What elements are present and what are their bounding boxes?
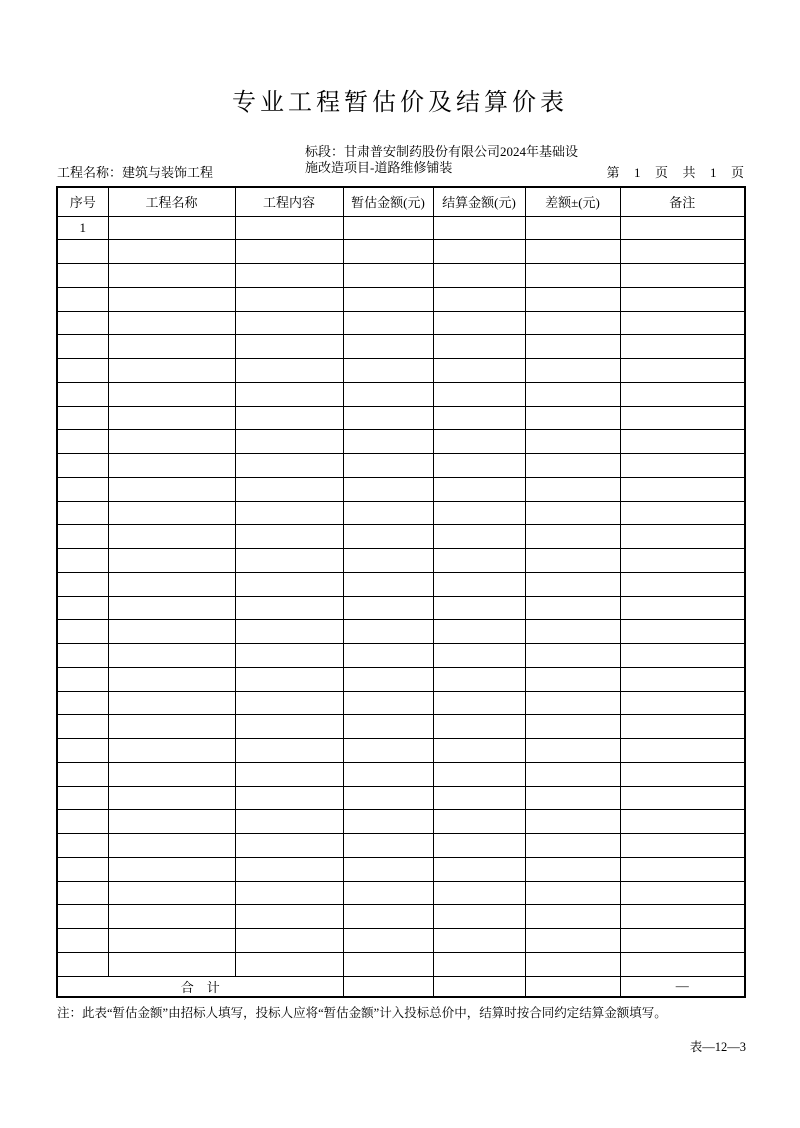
cell-r28-c5 <box>433 857 525 881</box>
table-row-8 <box>57 382 745 406</box>
total-cell-2 <box>433 976 525 997</box>
cell-r6-c6 <box>525 335 620 359</box>
cell-r11-c1 <box>57 454 108 478</box>
cell-r2-c5 <box>433 240 525 264</box>
cell-r7-c5 <box>433 359 525 383</box>
cell-r7-c6 <box>525 359 620 383</box>
cell-r20-c7 <box>620 667 745 691</box>
cell-r12-c2 <box>108 477 235 501</box>
cell-r27-c7 <box>620 834 745 858</box>
table-row-24 <box>57 762 745 786</box>
total-row <box>57 976 745 997</box>
cell-r31-c2 <box>108 929 235 953</box>
cell-r16-c4 <box>343 572 433 596</box>
cell-r19-c3 <box>235 644 343 668</box>
cell-r12-c1 <box>57 477 108 501</box>
cell-r29-c6 <box>525 881 620 905</box>
cell-r9-c4 <box>343 406 433 430</box>
cell-r14-c4 <box>343 525 433 549</box>
cell-r17-c5 <box>433 596 525 620</box>
cell-r6-c4 <box>343 335 433 359</box>
table-row-28 <box>57 857 745 881</box>
cell-r2-c1 <box>57 240 108 264</box>
cell-r11-c4 <box>343 454 433 478</box>
cell-r25-c6 <box>525 786 620 810</box>
cell-r19-c7 <box>620 644 745 668</box>
cell-r11-c7 <box>620 454 745 478</box>
cell-r10-c5 <box>433 430 525 454</box>
cell-r20-c3 <box>235 667 343 691</box>
table-row-32 <box>57 952 745 976</box>
col-header-6: 差额±(元) <box>525 187 620 216</box>
cell-r22-c6 <box>525 715 620 739</box>
cell-r25-c4 <box>343 786 433 810</box>
cell-r13-c4 <box>343 501 433 525</box>
cell-r9-c6 <box>525 406 620 430</box>
cell-r25-c5 <box>433 786 525 810</box>
cell-r10-c3 <box>235 430 343 454</box>
cell-r27-c6 <box>525 834 620 858</box>
cell-r13-c6 <box>525 501 620 525</box>
cell-r15-c4 <box>343 549 433 573</box>
cell-r21-c4 <box>343 691 433 715</box>
cell-r23-c6 <box>525 739 620 763</box>
cell-r10-c6 <box>525 430 620 454</box>
cell-r9-c5 <box>433 406 525 430</box>
table-row-29 <box>57 881 745 905</box>
table-row-13 <box>57 501 745 525</box>
cell-r2-c2 <box>108 240 235 264</box>
cell-r13-c3 <box>235 501 343 525</box>
cell-r24-c2 <box>108 762 235 786</box>
cell-r2-c3 <box>235 240 343 264</box>
cell-r27-c3 <box>235 834 343 858</box>
cell-r15-c2 <box>108 549 235 573</box>
cell-r2-c6 <box>525 240 620 264</box>
cell-r26-c7 <box>620 810 745 834</box>
cell-r14-c1 <box>57 525 108 549</box>
cell-r14-c5 <box>433 525 525 549</box>
cell-r29-c7 <box>620 881 745 905</box>
cell-r31-c4 <box>343 929 433 953</box>
cell-r21-c3 <box>235 691 343 715</box>
cell-r12-c3 <box>235 477 343 501</box>
cell-r28-c2 <box>108 857 235 881</box>
cell-r24-c1 <box>57 762 108 786</box>
cell-r30-c3 <box>235 905 343 929</box>
cell-r17-c1 <box>57 596 108 620</box>
cell-r31-c1 <box>57 929 108 953</box>
col-header-5: 结算金额(元) <box>433 187 525 216</box>
cell-r32-c5 <box>433 952 525 976</box>
cell-r6-c1 <box>57 335 108 359</box>
cell-r17-c7 <box>620 596 745 620</box>
cell-r11-c6 <box>525 454 620 478</box>
cell-r1-c4 <box>343 216 433 240</box>
cell-r16-c3 <box>235 572 343 596</box>
cell-r32-c3 <box>235 952 343 976</box>
cell-r12-c6 <box>525 477 620 501</box>
cell-r23-c4 <box>343 739 433 763</box>
cell-r28-c7 <box>620 857 745 881</box>
table-row-14 <box>57 525 745 549</box>
cell-r8-c1 <box>57 382 108 406</box>
cell-r20-c5 <box>433 667 525 691</box>
cell-r1-c7 <box>620 216 745 240</box>
cell-r26-c4 <box>343 810 433 834</box>
table-row-23 <box>57 739 745 763</box>
cell-r4-c7 <box>620 287 745 311</box>
cell-r3-c3 <box>235 264 343 288</box>
cell-r22-c4 <box>343 715 433 739</box>
form-code: 表—12—3 <box>689 1040 746 1054</box>
cell-r31-c6 <box>525 929 620 953</box>
cell-r8-c6 <box>525 382 620 406</box>
cell-r28-c4 <box>343 857 433 881</box>
col-header-2: 工程名称 <box>108 187 235 216</box>
cell-r16-c2 <box>108 572 235 596</box>
table-row-2 <box>57 240 745 264</box>
cell-r17-c2 <box>108 596 235 620</box>
cell-r29-c5 <box>433 881 525 905</box>
cell-r14-c3 <box>235 525 343 549</box>
table-row-21 <box>57 691 745 715</box>
cell-r19-c6 <box>525 644 620 668</box>
cell-r31-c3 <box>235 929 343 953</box>
cell-r25-c2 <box>108 786 235 810</box>
cell-r6-c7 <box>620 335 745 359</box>
cell-r32-c2 <box>108 952 235 976</box>
section-line-1: 标段：甘肃普安制药股份有限公司2024年基础设 <box>305 144 579 159</box>
cell-r29-c2 <box>108 881 235 905</box>
col-header-4: 暂估金额(元) <box>343 187 433 216</box>
cell-r22-c2 <box>108 715 235 739</box>
cell-r27-c1 <box>57 834 108 858</box>
cell-r15-c3 <box>235 549 343 573</box>
cell-r5-c5 <box>433 311 525 335</box>
cell-r32-c6 <box>525 952 620 976</box>
cell-r4-c1 <box>57 287 108 311</box>
total-label: 合 计 <box>57 976 343 997</box>
cell-r21-c5 <box>433 691 525 715</box>
cell-r32-c1 <box>57 952 108 976</box>
cell-r18-c1 <box>57 620 108 644</box>
cell-r29-c3 <box>235 881 343 905</box>
cell-r30-c1 <box>57 905 108 929</box>
cell-r15-c7 <box>620 549 745 573</box>
cell-r30-c2 <box>108 905 235 929</box>
cell-r5-c4 <box>343 311 433 335</box>
cell-r1-c2 <box>108 216 235 240</box>
cell-r30-c6 <box>525 905 620 929</box>
table-row-15 <box>57 549 745 573</box>
cell-r11-c5 <box>433 454 525 478</box>
cell-r5-c6 <box>525 311 620 335</box>
cell-r1-c3 <box>235 216 343 240</box>
cell-r24-c4 <box>343 762 433 786</box>
cell-r3-c4 <box>343 264 433 288</box>
cell-r5-c3 <box>235 311 343 335</box>
table-row-20 <box>57 667 745 691</box>
cell-r29-c4 <box>343 881 433 905</box>
cell-r21-c2 <box>108 691 235 715</box>
cell-r7-c1 <box>57 359 108 383</box>
cell-r22-c1 <box>57 715 108 739</box>
cell-r11-c3 <box>235 454 343 478</box>
table-row-31 <box>57 929 745 953</box>
cell-r18-c3 <box>235 620 343 644</box>
cell-r30-c5 <box>433 905 525 929</box>
cell-r26-c5 <box>433 810 525 834</box>
cell-r32-c4 <box>343 952 433 976</box>
cell-r5-c7 <box>620 311 745 335</box>
cell-r14-c6 <box>525 525 620 549</box>
table-row-27 <box>57 834 745 858</box>
table-row-1 <box>57 216 745 240</box>
table-row-3 <box>57 264 745 288</box>
cell-r19-c4 <box>343 644 433 668</box>
cell-r17-c3 <box>235 596 343 620</box>
cell-r15-c6 <box>525 549 620 573</box>
total-cell-4: — <box>620 976 745 997</box>
cell-r8-c5 <box>433 382 525 406</box>
cell-r18-c4 <box>343 620 433 644</box>
cell-r13-c1 <box>57 501 108 525</box>
cell-r23-c1 <box>57 739 108 763</box>
table-row-22 <box>57 715 745 739</box>
table-row-19 <box>57 644 745 668</box>
section-label <box>305 144 578 176</box>
cell-r24-c6 <box>525 762 620 786</box>
cell-r7-c3 <box>235 359 343 383</box>
cell-r29-c1 <box>57 881 108 905</box>
cell-r8-c3 <box>235 382 343 406</box>
cell-r32-c7 <box>620 952 745 976</box>
table-row-25 <box>57 786 745 810</box>
cell-r24-c3 <box>235 762 343 786</box>
table-row-12 <box>57 477 745 501</box>
col-header-3: 工程内容 <box>235 187 343 216</box>
cell-r3-c7 <box>620 264 745 288</box>
cell-r25-c1 <box>57 786 108 810</box>
cell-r27-c5 <box>433 834 525 858</box>
cell-r24-c5 <box>433 762 525 786</box>
col-header-1: 序号 <box>57 187 108 216</box>
cell-r17-c6 <box>525 596 620 620</box>
cell-r21-c7 <box>620 691 745 715</box>
cell-r20-c6 <box>525 667 620 691</box>
cell-r19-c1 <box>57 644 108 668</box>
cell-r19-c2 <box>108 644 235 668</box>
cell-r6-c3 <box>235 335 343 359</box>
cell-r18-c6 <box>525 620 620 644</box>
cell-r31-c7 <box>620 929 745 953</box>
cell-r9-c7 <box>620 406 745 430</box>
cell-r3-c1 <box>57 264 108 288</box>
cell-r23-c5 <box>433 739 525 763</box>
cell-r9-c3 <box>235 406 343 430</box>
cell-r4-c2 <box>108 287 235 311</box>
project-name-label: 工程名称：建筑与装饰工程 <box>57 165 214 180</box>
table-row-11 <box>57 454 745 478</box>
cell-r13-c5 <box>433 501 525 525</box>
cell-r8-c2 <box>108 382 235 406</box>
cell-r22-c3 <box>235 715 343 739</box>
cell-r14-c7 <box>620 525 745 549</box>
footnote: 注：此表“暂估金额”由招标人填写，投标人应将“暂估金额”计入投标总价中，结算时按合同约定结算金额填写。 <box>57 1006 667 1020</box>
table-row-18 <box>57 620 745 644</box>
cell-r13-c7 <box>620 501 745 525</box>
cell-r16-c7 <box>620 572 745 596</box>
cell-r21-c1 <box>57 691 108 715</box>
cell-r28-c3 <box>235 857 343 881</box>
table-row-30 <box>57 905 745 929</box>
cell-r30-c4 <box>343 905 433 929</box>
table-row-16 <box>57 572 745 596</box>
cell-r2-c4 <box>343 240 433 264</box>
table-row-26 <box>57 810 745 834</box>
cell-r10-c4 <box>343 430 433 454</box>
cell-r7-c7 <box>620 359 745 383</box>
cell-r23-c3 <box>235 739 343 763</box>
cell-r16-c5 <box>433 572 525 596</box>
cell-r13-c2 <box>108 501 235 525</box>
table-row-9 <box>57 406 745 430</box>
cell-r10-c2 <box>108 430 235 454</box>
cell-r2-c7 <box>620 240 745 264</box>
cell-r22-c7 <box>620 715 745 739</box>
cell-r8-c4 <box>343 382 433 406</box>
cell-r4-c3 <box>235 287 343 311</box>
cell-r26-c6 <box>525 810 620 834</box>
cell-r26-c1 <box>57 810 108 834</box>
cell-r6-c5 <box>433 335 525 359</box>
cell-r3-c5 <box>433 264 525 288</box>
cell-r17-c4 <box>343 596 433 620</box>
table-header-row <box>57 187 745 216</box>
cell-r15-c1 <box>57 549 108 573</box>
cell-r5-c1 <box>57 311 108 335</box>
table-row-5 <box>57 311 745 335</box>
cell-r21-c6 <box>525 691 620 715</box>
cell-r28-c6 <box>525 857 620 881</box>
cell-r30-c7 <box>620 905 745 929</box>
cell-r23-c7 <box>620 739 745 763</box>
cell-r7-c4 <box>343 359 433 383</box>
section-line-2: 施改造项目-道路维修铺装 <box>305 160 453 175</box>
table-row-10 <box>57 430 745 454</box>
cell-r14-c2 <box>108 525 235 549</box>
cell-r19-c5 <box>433 644 525 668</box>
cell-r18-c5 <box>433 620 525 644</box>
cell-r24-c7 <box>620 762 745 786</box>
cell-r16-c6 <box>525 572 620 596</box>
cell-r4-c4 <box>343 287 433 311</box>
cell-r7-c2 <box>108 359 235 383</box>
cell-r1-c6 <box>525 216 620 240</box>
table-row-7 <box>57 359 745 383</box>
cell-r9-c1 <box>57 406 108 430</box>
page-number-info: 第 1 页 共 1 页 <box>606 165 744 180</box>
cell-r4-c6 <box>525 287 620 311</box>
table-row-17 <box>57 596 745 620</box>
cell-r12-c7 <box>620 477 745 501</box>
cell-r25-c3 <box>235 786 343 810</box>
cell-r15-c5 <box>433 549 525 573</box>
page-title: 专业工程暂估价及结算价表 <box>232 90 568 116</box>
cell-r12-c5 <box>433 477 525 501</box>
table-row-4 <box>57 287 745 311</box>
total-cell-3 <box>525 976 620 997</box>
cell-r12-c4 <box>343 477 433 501</box>
cell-r10-c7 <box>620 430 745 454</box>
cell-r3-c2 <box>108 264 235 288</box>
cell-r20-c2 <box>108 667 235 691</box>
cell-r31-c5 <box>433 929 525 953</box>
cell-r11-c2 <box>108 454 235 478</box>
cell-r18-c2 <box>108 620 235 644</box>
cell-r25-c7 <box>620 786 745 810</box>
cell-r27-c2 <box>108 834 235 858</box>
cell-r5-c2 <box>108 311 235 335</box>
cell-r23-c2 <box>108 739 235 763</box>
cell-r10-c1 <box>57 430 108 454</box>
cell-r1-c5 <box>433 216 525 240</box>
cell-r26-c2 <box>108 810 235 834</box>
cell-r26-c3 <box>235 810 343 834</box>
total-cell-1 <box>343 976 433 997</box>
cell-r6-c2 <box>108 335 235 359</box>
cell-r9-c2 <box>108 406 235 430</box>
cell-r28-c1 <box>57 857 108 881</box>
cell-r27-c4 <box>343 834 433 858</box>
cell-r20-c4 <box>343 667 433 691</box>
cell-r1-c1: 1 <box>57 216 108 240</box>
estimate-settlement-table <box>56 186 746 998</box>
cell-r8-c7 <box>620 382 745 406</box>
cell-r18-c7 <box>620 620 745 644</box>
table-row-6 <box>57 335 745 359</box>
table-body <box>57 216 745 997</box>
col-header-7: 备注 <box>620 187 745 216</box>
cell-r20-c1 <box>57 667 108 691</box>
cell-r3-c6 <box>525 264 620 288</box>
cell-r16-c1 <box>57 572 108 596</box>
cell-r4-c5 <box>433 287 525 311</box>
cell-r22-c5 <box>433 715 525 739</box>
